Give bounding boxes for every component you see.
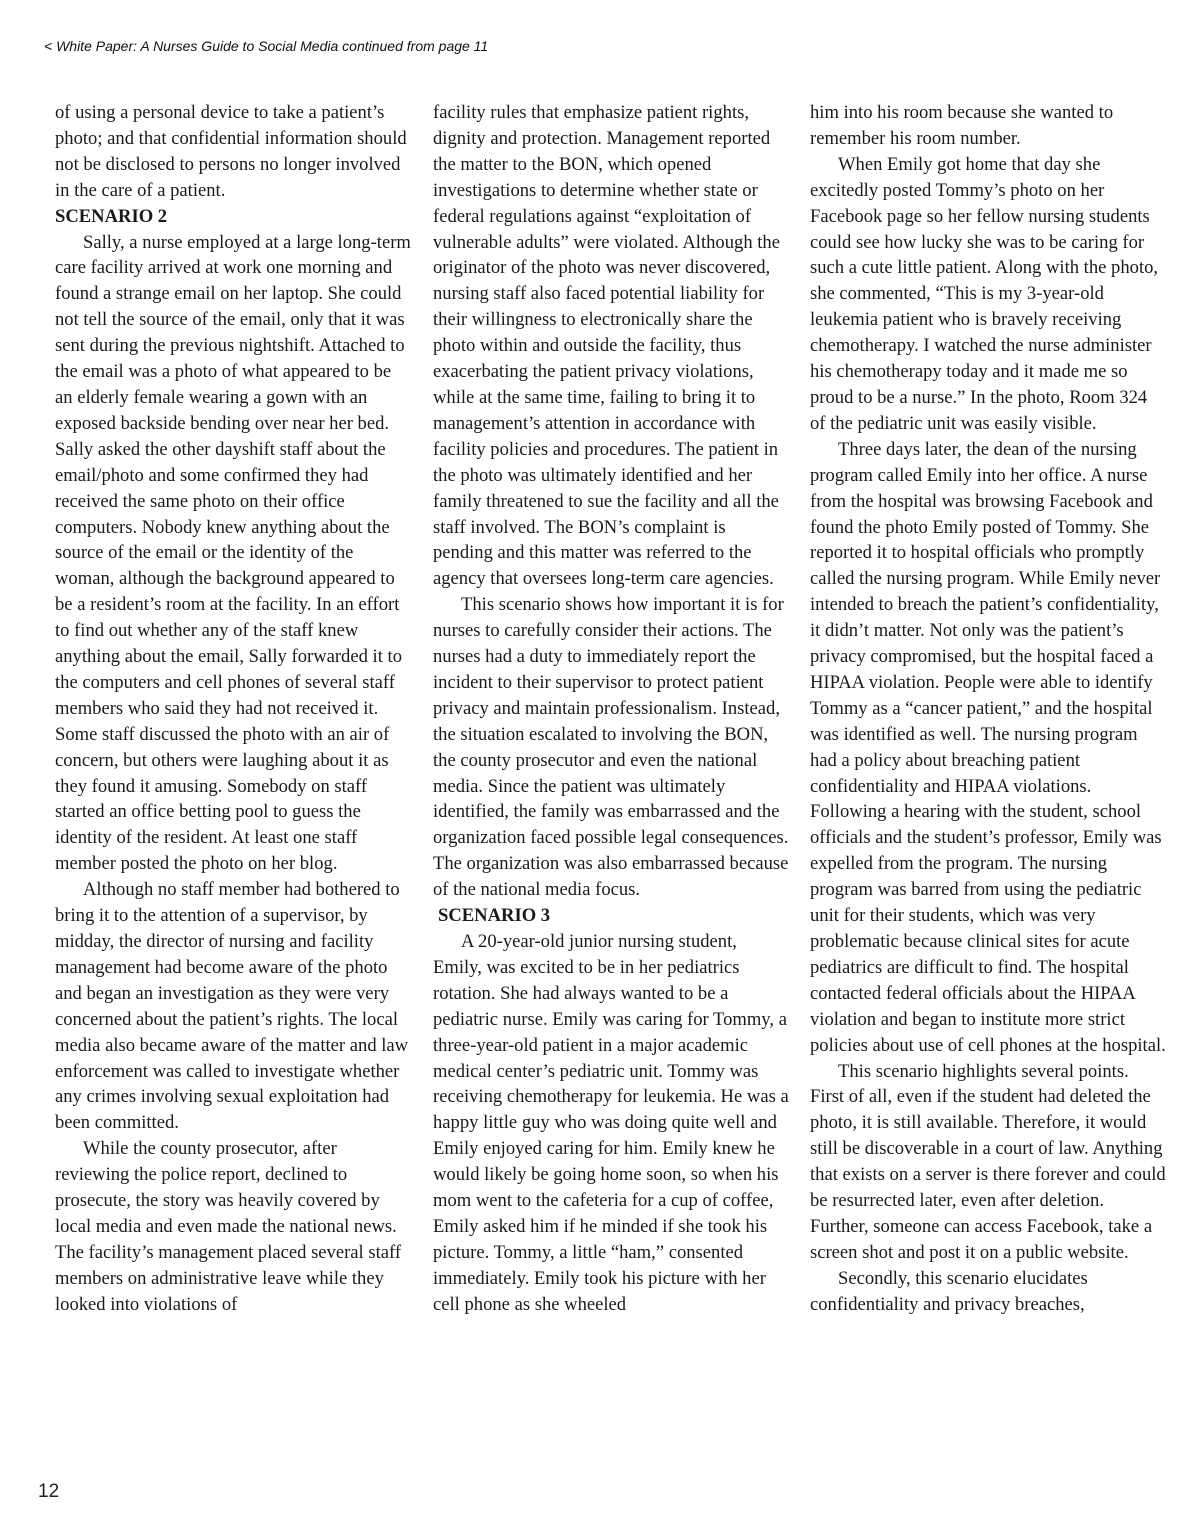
paragraph: Three days later, the dean of the nursing program called Emily into her office. A nurse from the hospital was browsing Facebook and found the photo Emily posted of Tommy. She reported it to hospital officials who promptly called the nursing program. While Emily never intended to breach the patient’s confidentiality, it didn’t matter. Not only was the patient’s privacy compromised, but the hospital faced a HIPAA violation. People were able to identify Tommy as a “cancer patient,” and the hospital was identified as well. The nursing program had a policy about breaching patient confidentiality and HIPAA violations. Following a hearing with the student, school officials and the student’s professor, Emily was expelled from the program. The nursing program was barred from using the pediatric unit for their students, which was very problematic because clinical sites for acute pediatrics are difficult to find. The hospital contacted federal officials about the HIPAA violation and began to institute more strict policies about use of cell phones at the hospital. — [810, 438, 1166, 1056]
paragraph: While the county prosecutor, after reviewing the police report, declined to prosecute, the story was heavily covered by local media and even made the national news. The facility’s management placed several staff members on administrative leave while they looked into violations of — [55, 1138, 402, 1315]
column-2 — [433, 100, 789, 1318]
paragraph: When Emily got home that day she excitedly posted Tommy’s photo on her Facebook page so her fellow nursing students could see how lucky she was to be caring for such a cute little patient. Along with the photo, she commented, “This is my 3-year-old leukemia patient who is bravely receiving chemotherapy. I watched the nurse administer his chemotherapy today and it made me so proud to be a nurse.” In the photo, Room 324 of the pediatric unit was easily visible. — [810, 153, 1159, 434]
paragraph: Secondly, this scenario elucidates confidentiality and privacy breaches, — [810, 1267, 1088, 1315]
scenario-3-heading: SCENARIO 3 — [438, 905, 551, 927]
paragraph: of using a personal device to take a patient’s photo; and that confidential information should not be disclosed to persons no longer involved in the care of a patient. — [55, 102, 407, 201]
paragraph: A 20-year-old junior nursing student, Emily, was excited to be in her pediatrics rotation. She had always wanted to be a pediatric nurse. Emily was caring for Tommy, a three-year-old patient in a major academic medical center’s pediatric unit. Tommy was receiving chemotherapy for leukemia. He was a happy little guy who was doing quite well and Emily enjoyed caring for him. Emily knew he would likely be going home soon, so when his mom went to the cafeteria for a cup of coffee, Emily asked him if he minded if she took his picture. Tommy, a little “ham,” consented immediately. Emily took his picture with her cell phone as she wheeled — [433, 931, 789, 1315]
paragraph: Sally, a nurse employed at a large long-term care facility arrived at work one morning and found a strange email on her laptop. She could not tell the source of the email, only that it was sent during the previous nightshift. Attached to the email was a photo of what appeared to be an elderly female wearing a gown with an exposed backside bending over near her bed. Sally asked the other dayshift staff about the email/photo and some confirmed they had received the same photo on their office computers. Nobody knew anything about the source of the email or the identity of the woman, although the background appeared to be a resident’s room at the facility. In an effort to find out whether any of the staff knew anything about the email, Sally forwarded it to the computers and cell phones of several staff members who said they had not received it. Some staff discussed the photo with an air of concern, but others were laughing about it as they found it amusing. Somebody on staff started an office betting pool to guess the identity of the resident. At least one staff member posted the photo on her blog. — [55, 231, 411, 875]
paragraph: him into his room because she wanted to remember his room number. — [810, 102, 1114, 149]
column-3 — [810, 100, 1166, 1318]
paragraph: This scenario highlights several points. First of all, even if the student had deleted the photo, it is still available. Therefore, it would still be discoverable in a court of law. Anything that exists on a server is there forever and could be resurrected later, even after deletion. Further, someone can access Facebook, take a screen shot and post it on a public website. — [810, 1060, 1166, 1263]
column-1 — [55, 100, 411, 1318]
continued-header: < White Paper: A Nurses Guide to Social Media continued from page 11 — [44, 38, 489, 54]
scenario-2-heading: SCENARIO 2 — [55, 205, 168, 227]
page-number: 12 — [38, 1481, 60, 1502]
paragraph: Although no staff member had bothered to bring it to the attention of a supervisor, by midday, the director of nursing and facility management had become aware of the photo and began an investigation as they were very concerned about the patient’s rights. The local media also became aware of the matter and law enforcement was called to investigate whether any crimes involving sexual exploitation had been committed. — [55, 879, 409, 1134]
paragraph: facility rules that emphasize patient rights, dignity and protection. Management reported the matter to the BON, which opened investigations to determine whether state or federal regulations against “exploitation of vulnerable adults” were violated. Although the originator of the photo was never discovered, nursing staff also faced potential liability for their willingness to electronically share the photo within and outside the facility, thus exacerbating the patient privacy violations, while at the same time, failing to bring it to management’s attention in accordance with facility policies and procedures. The patient in the photo was ultimately identified and her family threatened to sue the facility and all the staff involved. The BON’s complaint is pending and this matter was referred to the agency that oversees long-term care agencies. — [433, 102, 780, 590]
paragraph: This scenario shows how important it is for nurses to carefully consider their actions. The nurses had a duty to immediately report the incident to their supervisor to protect patient privacy and maintain professionalism. Instead, the situation escalated to involving the BON, the county prosecutor and even the national media. Since the patient was ultimately identified, the family was embarrassed and the organization faced possible legal consequences. The organization was also embarrassed because of the national media focus. — [433, 594, 789, 901]
